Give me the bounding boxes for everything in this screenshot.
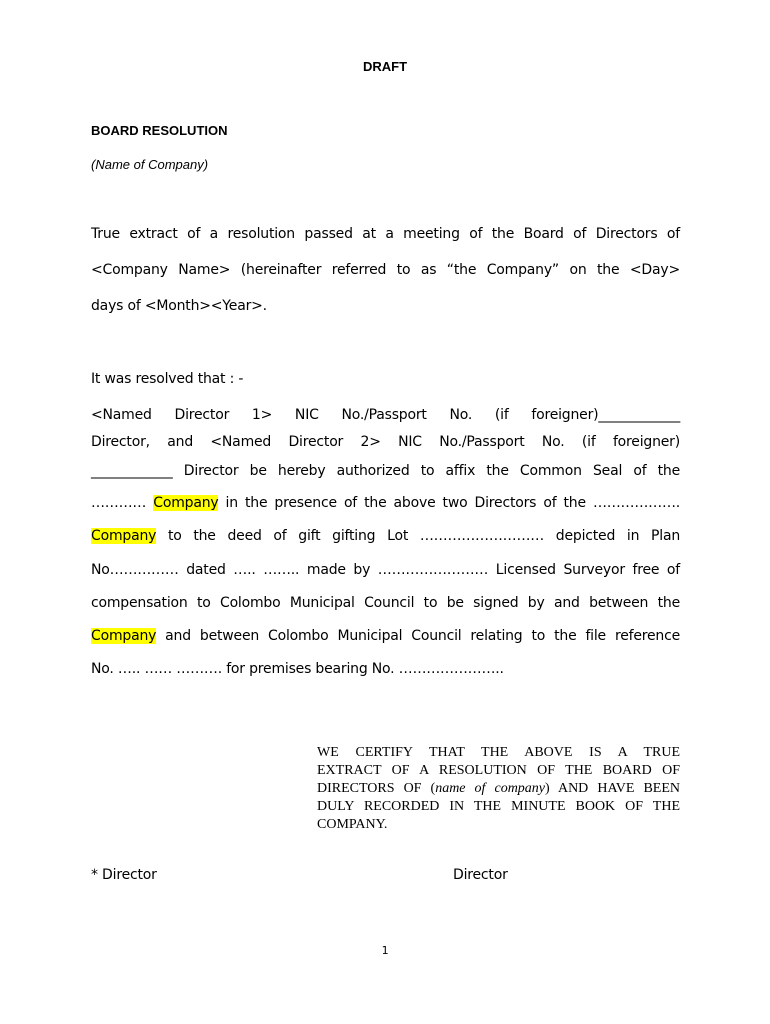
- certification-block: [317, 744, 680, 834]
- signature-left: * Director: [91, 867, 157, 883]
- resolution-line-6: No…………… dated ….. …….. made by …………………… Licensed Surveyor free of: [91, 562, 680, 578]
- draft-label: DRAFT: [362, 59, 408, 74]
- extract-line-3: days of <Month><Year>.: [91, 298, 267, 314]
- resolution-line-3: ____________ Director be hereby authorized to affix the Common Seal of the: [91, 463, 680, 479]
- company-name-italic: name of company: [435, 781, 546, 796]
- cert-line-2: EXTRACT OF A RESOLUTION OF THE BOARD OF: [317, 763, 680, 778]
- resolution-line-7: compensation to Colombo Municipal Council to be signed by and between the: [91, 595, 680, 611]
- company-name-placeholder: (Name of Company): [91, 157, 209, 172]
- line-text: in the presence of the above two Directors of the ……………….: [218, 495, 680, 511]
- document-title: BOARD RESOLUTION: [91, 123, 228, 138]
- extract-line-2: <Company Name> (hereinafter referred to as “the Company” on the <Day>: [91, 262, 680, 278]
- resolution-line-8: [91, 628, 680, 644]
- line-text: and between Colombo Municipal Council relating to the file reference: [156, 628, 680, 644]
- cert-text: ) AND HAVE BEEN: [545, 781, 681, 796]
- resolution-line-1: <Named Director 1> NIC No./Passport No. (if foreigner)____________: [91, 407, 680, 423]
- dots-text: …………: [91, 495, 154, 511]
- extract-line-1: True extract of a resolution passed at a meeting of the Board of Directors of: [91, 226, 680, 242]
- resolution-line-2: Director, and <Named Director 2> NIC No./Passport No. (if foreigner): [91, 434, 680, 450]
- company-highlight: Company: [91, 628, 157, 644]
- page-number: 1: [381, 944, 389, 957]
- resolution-line-5: [91, 528, 680, 544]
- company-highlight: Company: [91, 528, 157, 544]
- signature-right: Director: [453, 867, 508, 883]
- cert-line-1: WE CERTIFY THAT THE ABOVE IS A TRUE: [317, 745, 680, 760]
- resolved-intro: It was resolved that : -: [91, 371, 244, 387]
- cert-line-3: [317, 780, 680, 798]
- resolution-line-9: No. ….. …… ………. for premises bearing No. …………………..: [91, 661, 504, 677]
- company-highlight: Company: [153, 495, 219, 511]
- line-text: to the deed of gift gifting Lot ……………………… depicted in Plan: [156, 528, 680, 544]
- resolution-line-4: [91, 495, 680, 511]
- cert-line-4: DULY RECORDED IN THE MINUTE BOOK OF THE: [317, 799, 680, 814]
- cert-line-5: COMPANY.: [317, 817, 388, 832]
- cert-text: DIRECTORS OF (: [317, 781, 436, 796]
